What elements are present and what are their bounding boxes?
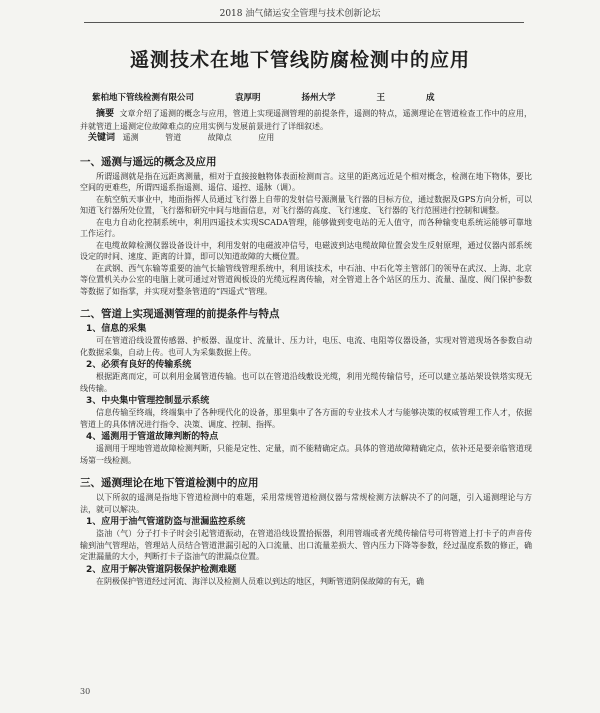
subsection-heading: 2、必须有良好的传输系统 (86, 360, 192, 370)
abstract (80, 108, 532, 132)
paper-body (80, 108, 532, 587)
running-head: 2018 油气储运安全管理与技术创新论坛 (219, 9, 381, 19)
keyword: 应用 (258, 133, 275, 142)
affiliation-2: 扬州大学 (301, 93, 336, 103)
subsection-heading: 4、遥测用于管道故障判断的特点 (86, 432, 219, 442)
author-2-part-1: 王 (376, 93, 385, 103)
paragraph: 在电力自动化控制系统中，利用四遥技术实现SCADA管理，能够做到变电站的无人值守，而各种输变电系统运能够可靠地工作运行。 (80, 217, 532, 238)
paragraph: 根据距离而定，可以利用金属管道传输。也可以在管道沿线敷设光缆，利用光缆传输信号，还可以建立基站架设铁塔实现无线传输。 (80, 372, 532, 393)
author-line (92, 91, 532, 103)
paragraph: 在航空航天事业中，地面指挥人员通过飞行器上自带的发射信号源测量飞行器的目标方位，通过数据及GPS方向分析，可以知道飞行器所处位置，飞行器和研究中间与地面信息，对飞行器的高度、飞行速度、飞行器的飞行范围进行控制和调整。 (80, 194, 532, 215)
keyword: 遥测 (122, 133, 139, 142)
keyword: 故障点 (207, 133, 232, 142)
paragraph: 以下所叙的遥测是指地下管道检测中的难题，采用常规管道检测仪器与常规检测方法解决不了的问题，引入遥测理论与方法，就可以解决。 (80, 493, 532, 514)
keywords (88, 132, 532, 145)
paragraph: 盗油（气）分子打卡子时会引起管道振动，在管道沿线设置拾振器，利用管端或者光缆传输信号可将管道上打卡子的声音传输到油气管理站，管理站人员结合管道泄漏引起的入口流量、出口流量差损大、管内压力下降等参数，经过温度系数的修正，确定泄漏量的大小，判断打卡子盗油气的泄漏点位置。 (80, 529, 532, 561)
abstract-text: 文章介绍了遥测的概念与应用，管道上实现遥测管理的前提条件，遥测的特点，遥测理论在管道检查工作中的应用，并就管道上遥测定位故障难点的应用实例与发展前景进行了详细叙述。 (80, 109, 532, 131)
affiliation-1: 紫柏地下管线检测有限公司 (92, 93, 195, 103)
paragraph: 在阴极保护管道经过河流、海洋以及检测人员难以到达的地区，判断管道阴保故障的有无，确 (96, 576, 424, 586)
paragraph: 在电缆故障检测仪器设备设计中，利用发射的电磁波冲信号，电磁波到达电缆故障位置会发生反射原理，通过仪器内部系统设定的时间、速度、距离的计算，即可以知道故障的大概位置。 (80, 240, 532, 261)
header-rule (84, 22, 524, 23)
author-2-part-2: 成 (425, 93, 435, 103)
section-heading-2: 二、管道上实现遥测管理的前提条件与特点 (80, 308, 280, 320)
paragraph: 所谓遥测就是指在远距离测量，相对于直接接触物体表面检测而言。这里的距离远近是个相对概念，检测在地下物体，要比空间的更难些，所谓四遥系指遥测、遥信、遥控、遥脉（调）。 (80, 171, 532, 192)
subsection-heading: 2、应用于解决管道阴极保护检测难题 (86, 564, 237, 575)
paper-title: 遥测技术在地下管线防腐检测中的应用 (129, 49, 470, 71)
subsection-heading: 1、信息的采集 (86, 324, 147, 334)
section-heading-3: 三、遥测理论在地下管道检测中的应用 (80, 477, 259, 489)
subsection-heading: 1、应用于油气管道防盗与泄漏监控系统 (86, 517, 246, 527)
author-1: 袁厚明 (234, 93, 261, 103)
keywords-label: 关键词 (88, 133, 116, 143)
page-number: 30 (80, 687, 91, 696)
paragraph: 遥测用于埋地管道故障检测判断，只能是定性、定量，而不能精确定点。具体的管道故障精确定点，依补还是要亲临管道现场第一线检测。 (80, 444, 532, 465)
keyword: 管道 (165, 133, 182, 142)
paragraph: 在武钢、西气东输等重要的油气长输管线管理系统中，利用该技术，中石油、中石化等主管部门的领导在武汉、上海、北京等位置机关办公室的电脑上就可通过对管道阀板设的光缆远程离传输，对全管道上各个站区的压力、流量、温度、阀门保护参数等数据了如指掌，并实现对整条管道的“四遥式”管理。 (80, 263, 532, 296)
paragraph: 可在管道沿线设置传感器、护板器、温度计、流量计、压力计，电压、电流、电阻等仪器设备，实现对管道现场各参数自动化数据采集，自动上传。也可人为采集数据上传。 (80, 336, 532, 357)
paragraph: 信息传输至终端，终端集中了各种现代化的设备，那里集中了各方面的专业技术人才与能够决策的权威管理工作人才，依据管道上的具体情况进行指令、决策、调度、控制、指挥。 (80, 408, 532, 429)
subsection-heading: 3、中央集中管理控制显示系统 (86, 396, 210, 406)
abstract-label: 摘要 (96, 109, 115, 119)
section-heading-1: 一、遥测与遥远的概念及应用 (80, 155, 217, 168)
